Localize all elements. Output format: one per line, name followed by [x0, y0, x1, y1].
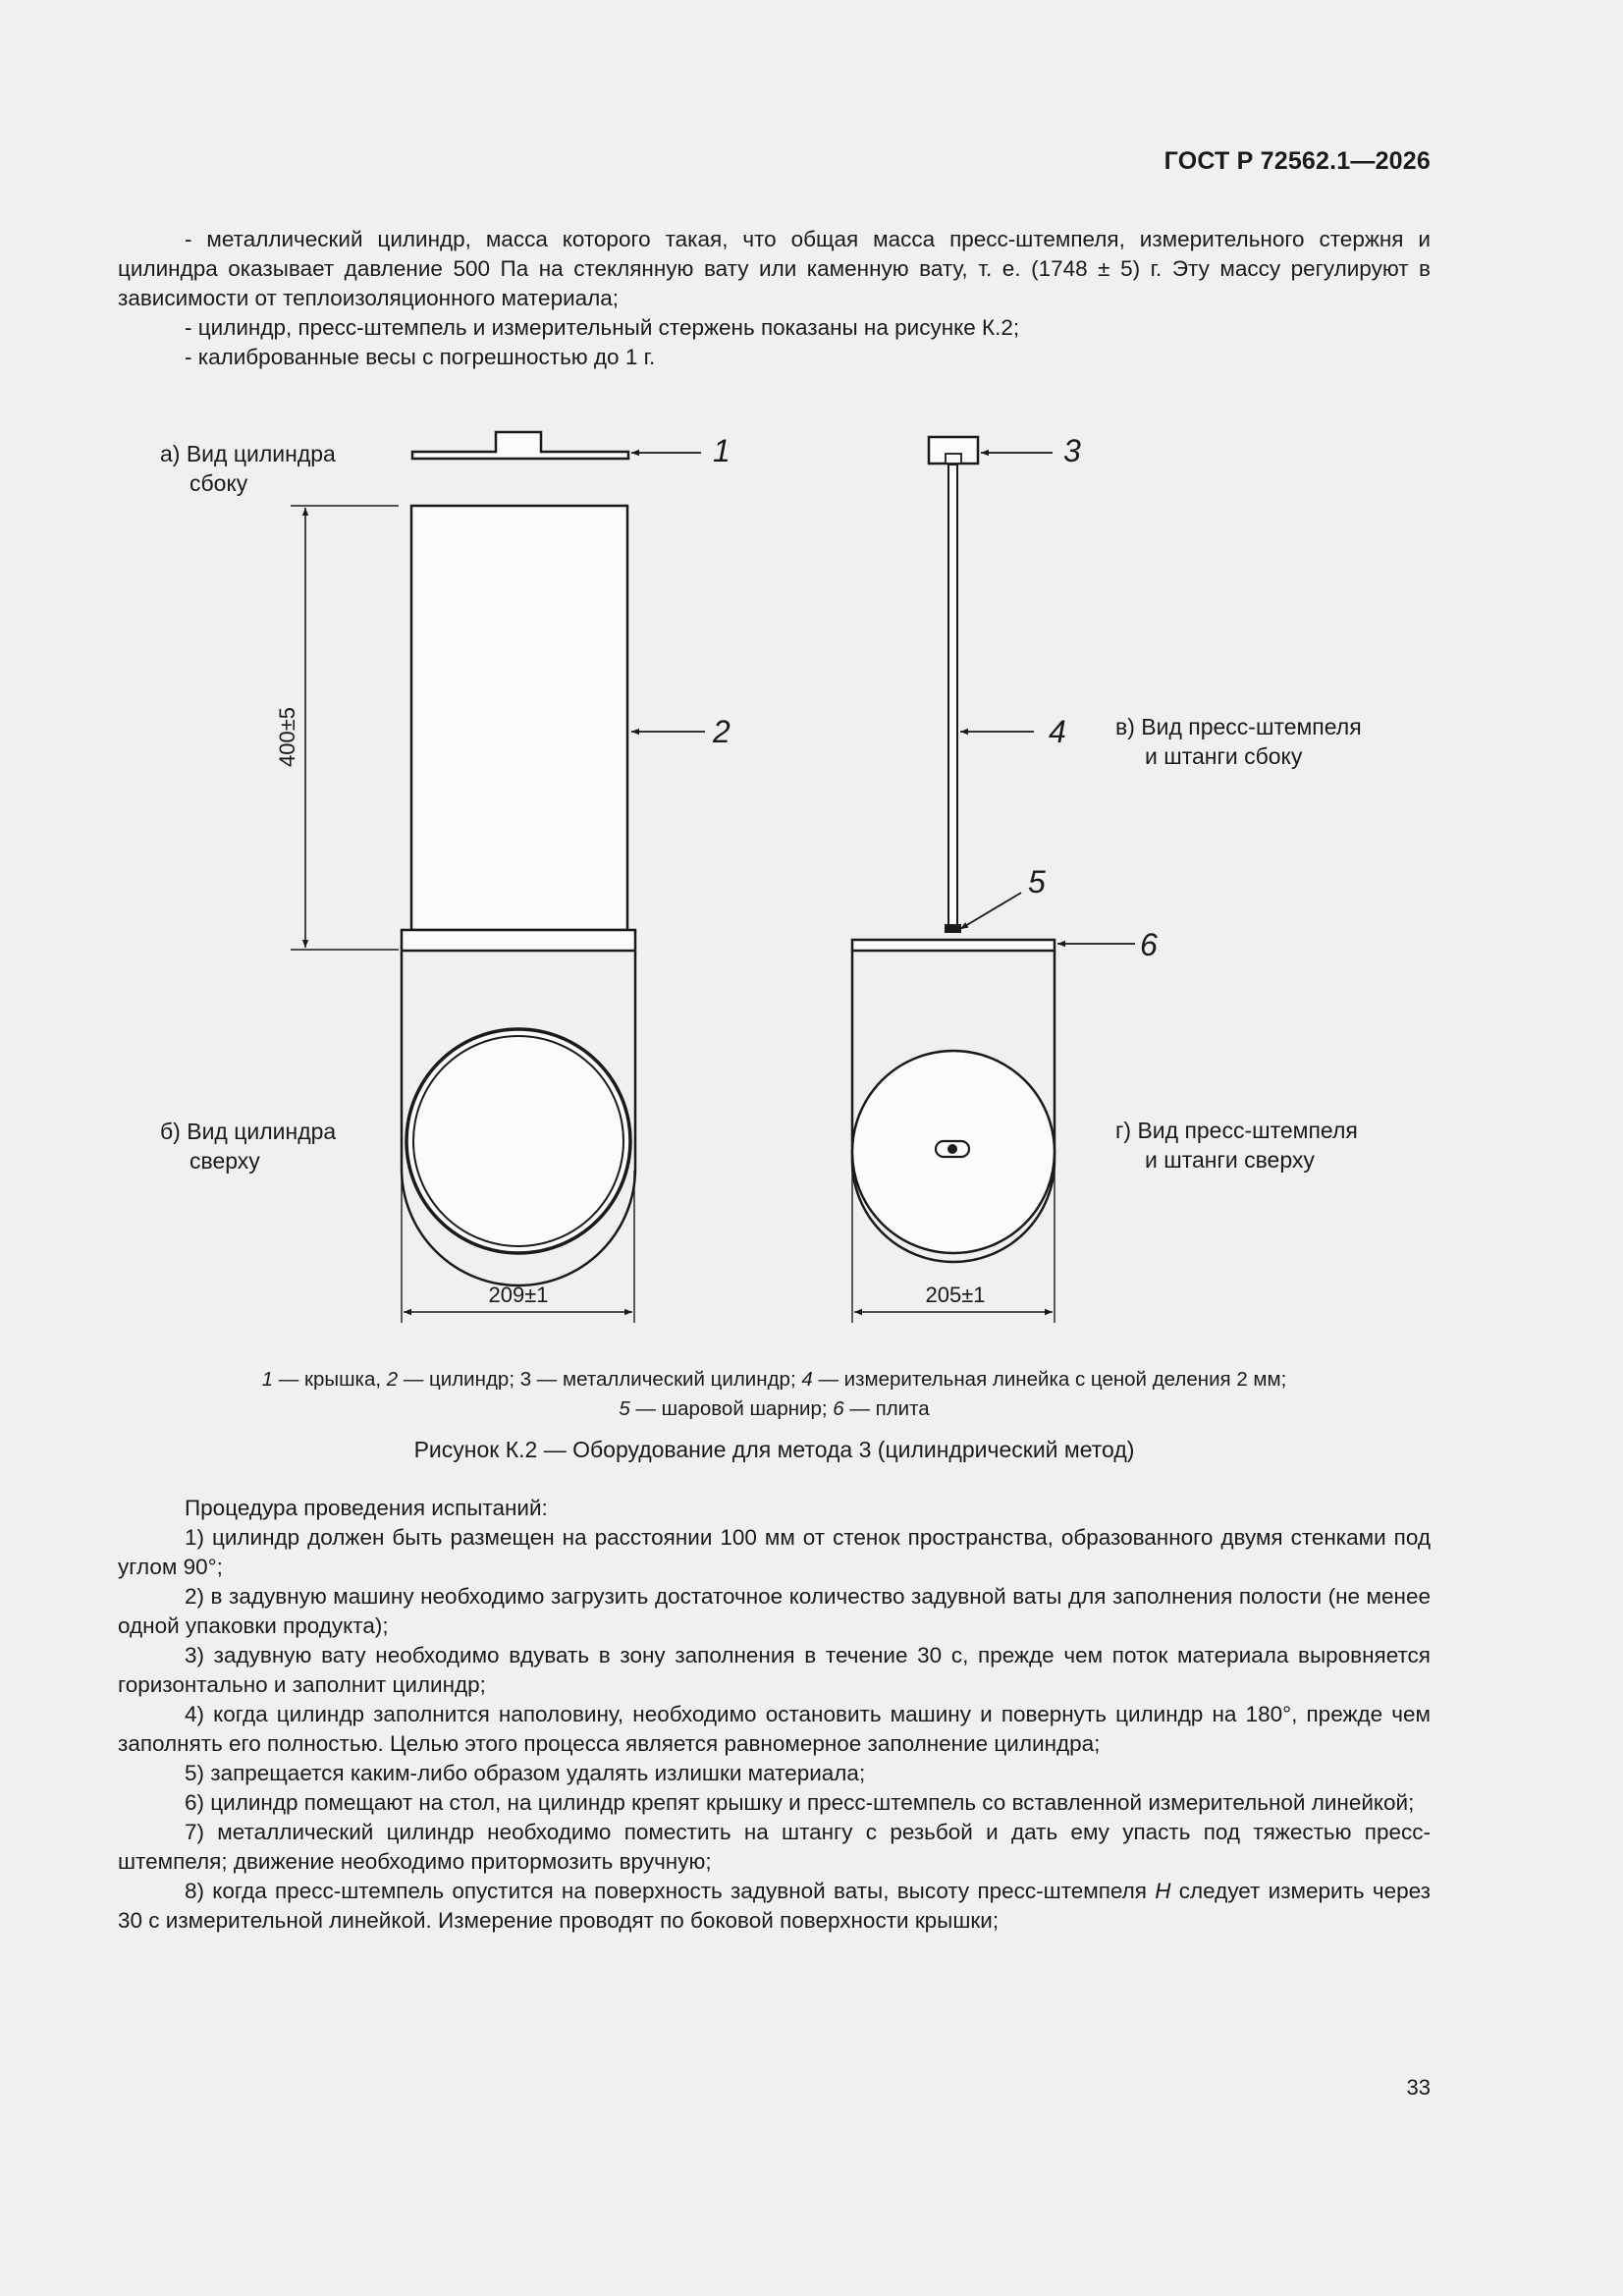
legend-text: — крышка,: [273, 1368, 387, 1391]
view-g-label-line2: и штанги сверху: [1145, 1147, 1315, 1173]
procedure-text: [118, 1494, 1431, 1936]
standard-designation: ГОСТ Р 72562.1—2026: [1163, 147, 1431, 175]
callout-6: 6: [1140, 927, 1158, 962]
procedure-step: 7) металлический цилиндр необходимо поместить на штангу с резьбой и дать ему упасть под тяжестью пресс-штемпеля; движение необходимо притормозить вручную;: [118, 1820, 1431, 1874]
intro-paragraph: - металлический цилиндр, масса которого такая, что общая масса пресс-штемпеля, измерительного стержня и цилиндра оказывает давление 500 Па на стеклянную вату или каменную вату, т. е. (1748 ± 5) г. Эту массу регулируют в зависимости от теплоизоляционного материала;: [118, 227, 1431, 310]
procedure-step: 1) цилиндр должен быть размещен на расстоянии 100 мм от стенок пространства, образованного двумя стенками под углом 90°;: [118, 1525, 1431, 1579]
legend-number: 1: [261, 1368, 274, 1391]
view-v-label-line1: в) Вид пресс-штемпеля: [1115, 714, 1362, 739]
metal-cylinder-notch: [946, 454, 961, 464]
ball-joint: [945, 924, 961, 933]
cylinder-body: [411, 506, 627, 930]
procedure-step: 5) запрещается каким-либо образом удалять излишки материала;: [185, 1761, 866, 1785]
legend-number: 2: [386, 1368, 399, 1391]
procedure-title: Процедура проведения испытаний:: [185, 1496, 548, 1520]
legend-text: — измерительная линейка с ценой деления 2 мм;: [812, 1368, 1287, 1391]
legend-line-2: [118, 1394, 1431, 1424]
procedure-step: 2) в задувную машину необходимо загрузить достаточное количество задувной ваты для заполнения полости (не менее одной упаковки продукта);: [118, 1584, 1431, 1638]
view-b-label-line2: сверху: [189, 1148, 260, 1174]
height-variable: H: [1155, 1879, 1171, 1903]
plate: [852, 940, 1055, 951]
figure-legend: [118, 1365, 1431, 1424]
rod-hole-center: [947, 1144, 957, 1154]
figure-caption: Рисунок К.2 — Оборудование для метода 3 (цилиндрический метод): [413, 1437, 1135, 1462]
callout-5: 5: [1028, 864, 1046, 900]
measuring-rod: [948, 465, 957, 929]
view-g-label-line1: г) Вид пресс-штемпеля: [1115, 1118, 1358, 1143]
view-a-label-line2: сбоку: [189, 470, 248, 496]
step-8-text: 8) когда пресс-штемпель опустится на поверхность задувной ваты, высоту пресс-штемпеля: [185, 1879, 1156, 1903]
intro-paragraph: - цилиндр, пресс-штемпель и измерительный стержень показаны на рисунке К.2;: [185, 315, 1020, 340]
legend-number: 6: [833, 1397, 844, 1420]
callout-2: 2: [713, 714, 730, 749]
legend-text: — плита: [843, 1397, 930, 1420]
dimension-cylinder-diameter: 209±1: [488, 1283, 549, 1307]
legend-number: 4: [801, 1368, 813, 1391]
dimension-height-label: 400±5: [275, 706, 299, 767]
view-a-label-line1: а) Вид цилиндра: [160, 441, 336, 466]
procedure-step: 4) когда цилиндр заполнится наполовину, необходимо остановить машину и повернуть цилиндр на 180°, прежде чем заполнять его полностью. Целью этого процесса является равномерное заполнение цилиндра;: [118, 1702, 1431, 1756]
cylinder-top-rim: [402, 930, 635, 951]
view-b-label-line1: б) Вид цилиндра: [160, 1119, 337, 1144]
cylinder-inner-circle: [413, 1036, 623, 1246]
intro-paragraph: - калиброванные весы с погрешностью до 1 г.: [185, 345, 656, 369]
procedure-step: 6) цилиндр помещают на стол, на цилиндр крепят крышку и пресс-штемпель со вставленной измерительной линейкой;: [185, 1790, 1415, 1815]
procedure-step: 3) задувную вату необходимо вдувать в зону заполнения в течение 30 с, прежде чем поток материала выровняется горизонтально и заполнит цилиндр;: [118, 1643, 1431, 1697]
leader-5: [960, 893, 1021, 929]
page-number: 33: [1406, 2075, 1431, 2100]
legend-text: — цилиндр; 3 — металлический цилиндр;: [398, 1368, 802, 1391]
callout-1: 1: [713, 433, 730, 468]
callout-3: 3: [1063, 433, 1081, 468]
legend-text: — шаровой шарнир;: [629, 1397, 834, 1420]
lid-shape: [412, 432, 628, 459]
step-8-text: следует измерить через 30 с измерительной линейкой. Измерение проводят по боковой поверхности крышки;: [118, 1879, 1431, 1933]
procedure-step-8: [118, 1877, 1431, 1936]
legend-number: 5: [619, 1397, 630, 1420]
view-v-label-line2: и штанги сбоку: [1145, 743, 1303, 769]
dimension-plate-diameter: 205±1: [925, 1283, 986, 1307]
callout-4: 4: [1049, 714, 1066, 749]
legend-line-1: [118, 1365, 1431, 1394]
